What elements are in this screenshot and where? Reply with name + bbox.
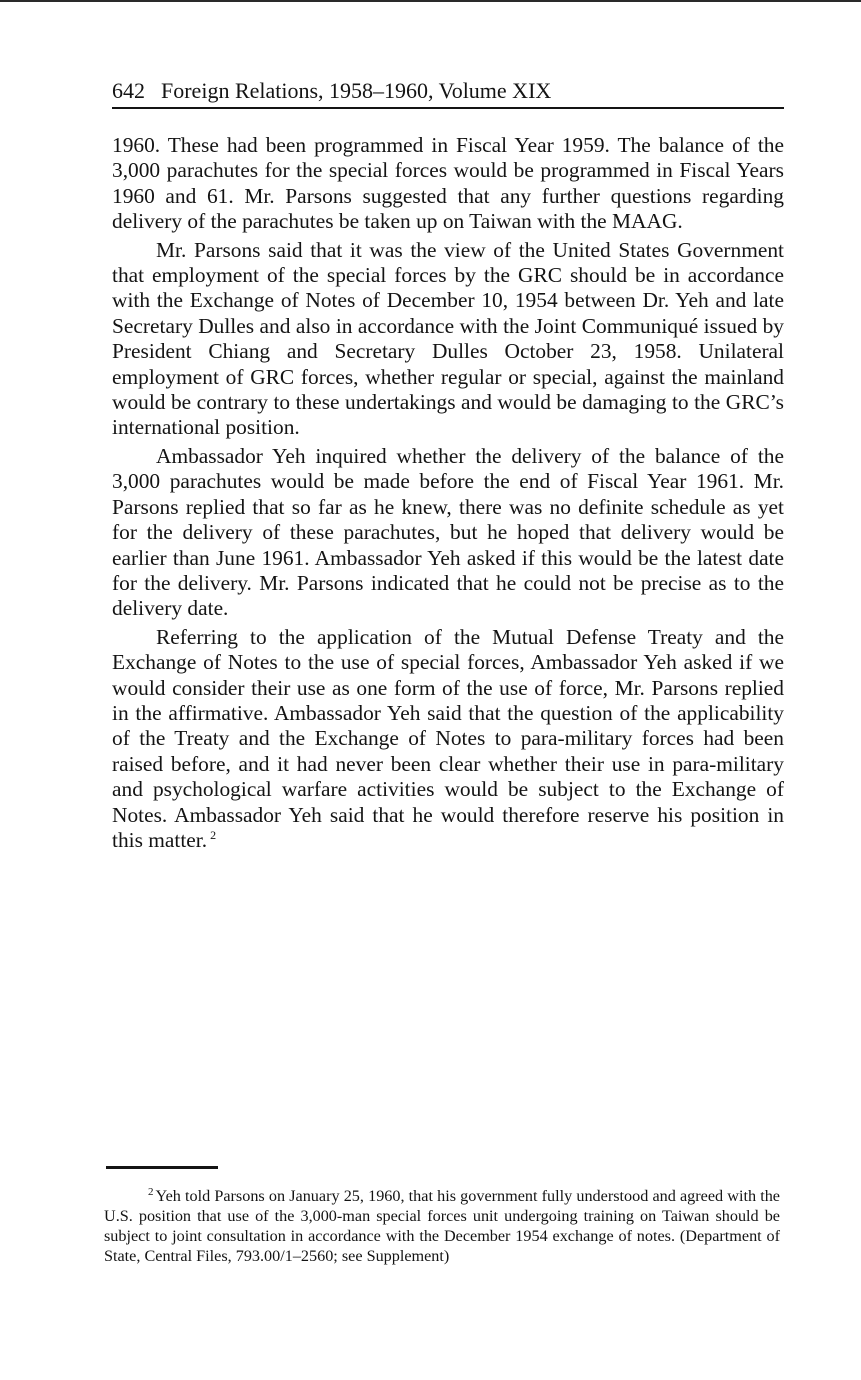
body-text — [112, 133, 784, 856]
footnote-text: Yeh told Parsons on January 25, 1960, that his government fully understood and agreed with the U.S. position that use of the 3,000-man special forces unit undergoing training on Taiwan should be subject to joint consultation in accordance with the December 1954 exchange of notes. (Department of State, Central Files, 793.00/1–2560; see Supplement) — [104, 1187, 780, 1265]
paragraph-text: Referring to the application of the Mutual Defense Treaty and the Exchange of Notes to the use of special forces, Ambassador Yeh asked if we would consider their use as one form of the use of force, Mr. Parsons replied in the affirmative. Ambassador Yeh said that the question of the applicability of the Treaty and the Exchange of Notes to para-military forces had been raised before, and it had never been clear whether their use in para-military and psychological warfare activities would be subject to the Exchange of Notes. Ambassador Yeh said that he would therefore reserve his position in this matter. — [112, 624, 784, 852]
footnote-reference: 2 — [210, 827, 217, 842]
volume-title: Foreign Relations, 1958–1960, Volume XIX — [161, 78, 552, 103]
paragraph: 1960. These had been programmed in Fiscal Year 1959. The balance of the 3,000 parachutes for the special forces would be programmed in Fiscal Years 1960 and 61. Mr. Parsons suggested that any further questions regarding delivery of the parachutes be taken up on Taiwan with the MAAG. — [112, 133, 784, 234]
paragraph-last — [112, 625, 784, 854]
footnote-marker: 2 — [148, 1185, 154, 1198]
page-top-edge-rule — [0, 0, 861, 2]
footnote — [104, 1186, 780, 1266]
running-head — [112, 76, 784, 106]
paragraph: Ambassador Yeh inquired whether the delivery of the balance of the 3,000 parachutes would be made before the end of Fiscal Year 1961. Mr. Parsons replied that so far as he knew, there was no definite schedule as yet for the delivery of these parachutes, but he hoped that delivery would be earlier than June 1961. Ambassador Yeh asked if this would be the latest date for the delivery. Mr. Parsons indicated that he could not be precise as to the delivery date. — [112, 443, 784, 621]
header-rule — [112, 107, 784, 109]
page-number: 642 — [112, 78, 145, 103]
footnote-rule — [106, 1166, 218, 1169]
paragraph: Mr. Parsons said that it was the view of the United States Government that employment of the special forces by the GRC should be in accordance with the Exchange of Notes of December 10, 1954 between Dr. Yeh and late Secretary Dulles and also in accordance with the Joint Communiqué issued by President Chiang and Secretary Dulles October 23, 1958. Unilateral employment of GRC forces, whether regular or special, against the mainland would be contrary to these undertakings and would be damaging to the GRC’s international position. — [112, 237, 784, 440]
